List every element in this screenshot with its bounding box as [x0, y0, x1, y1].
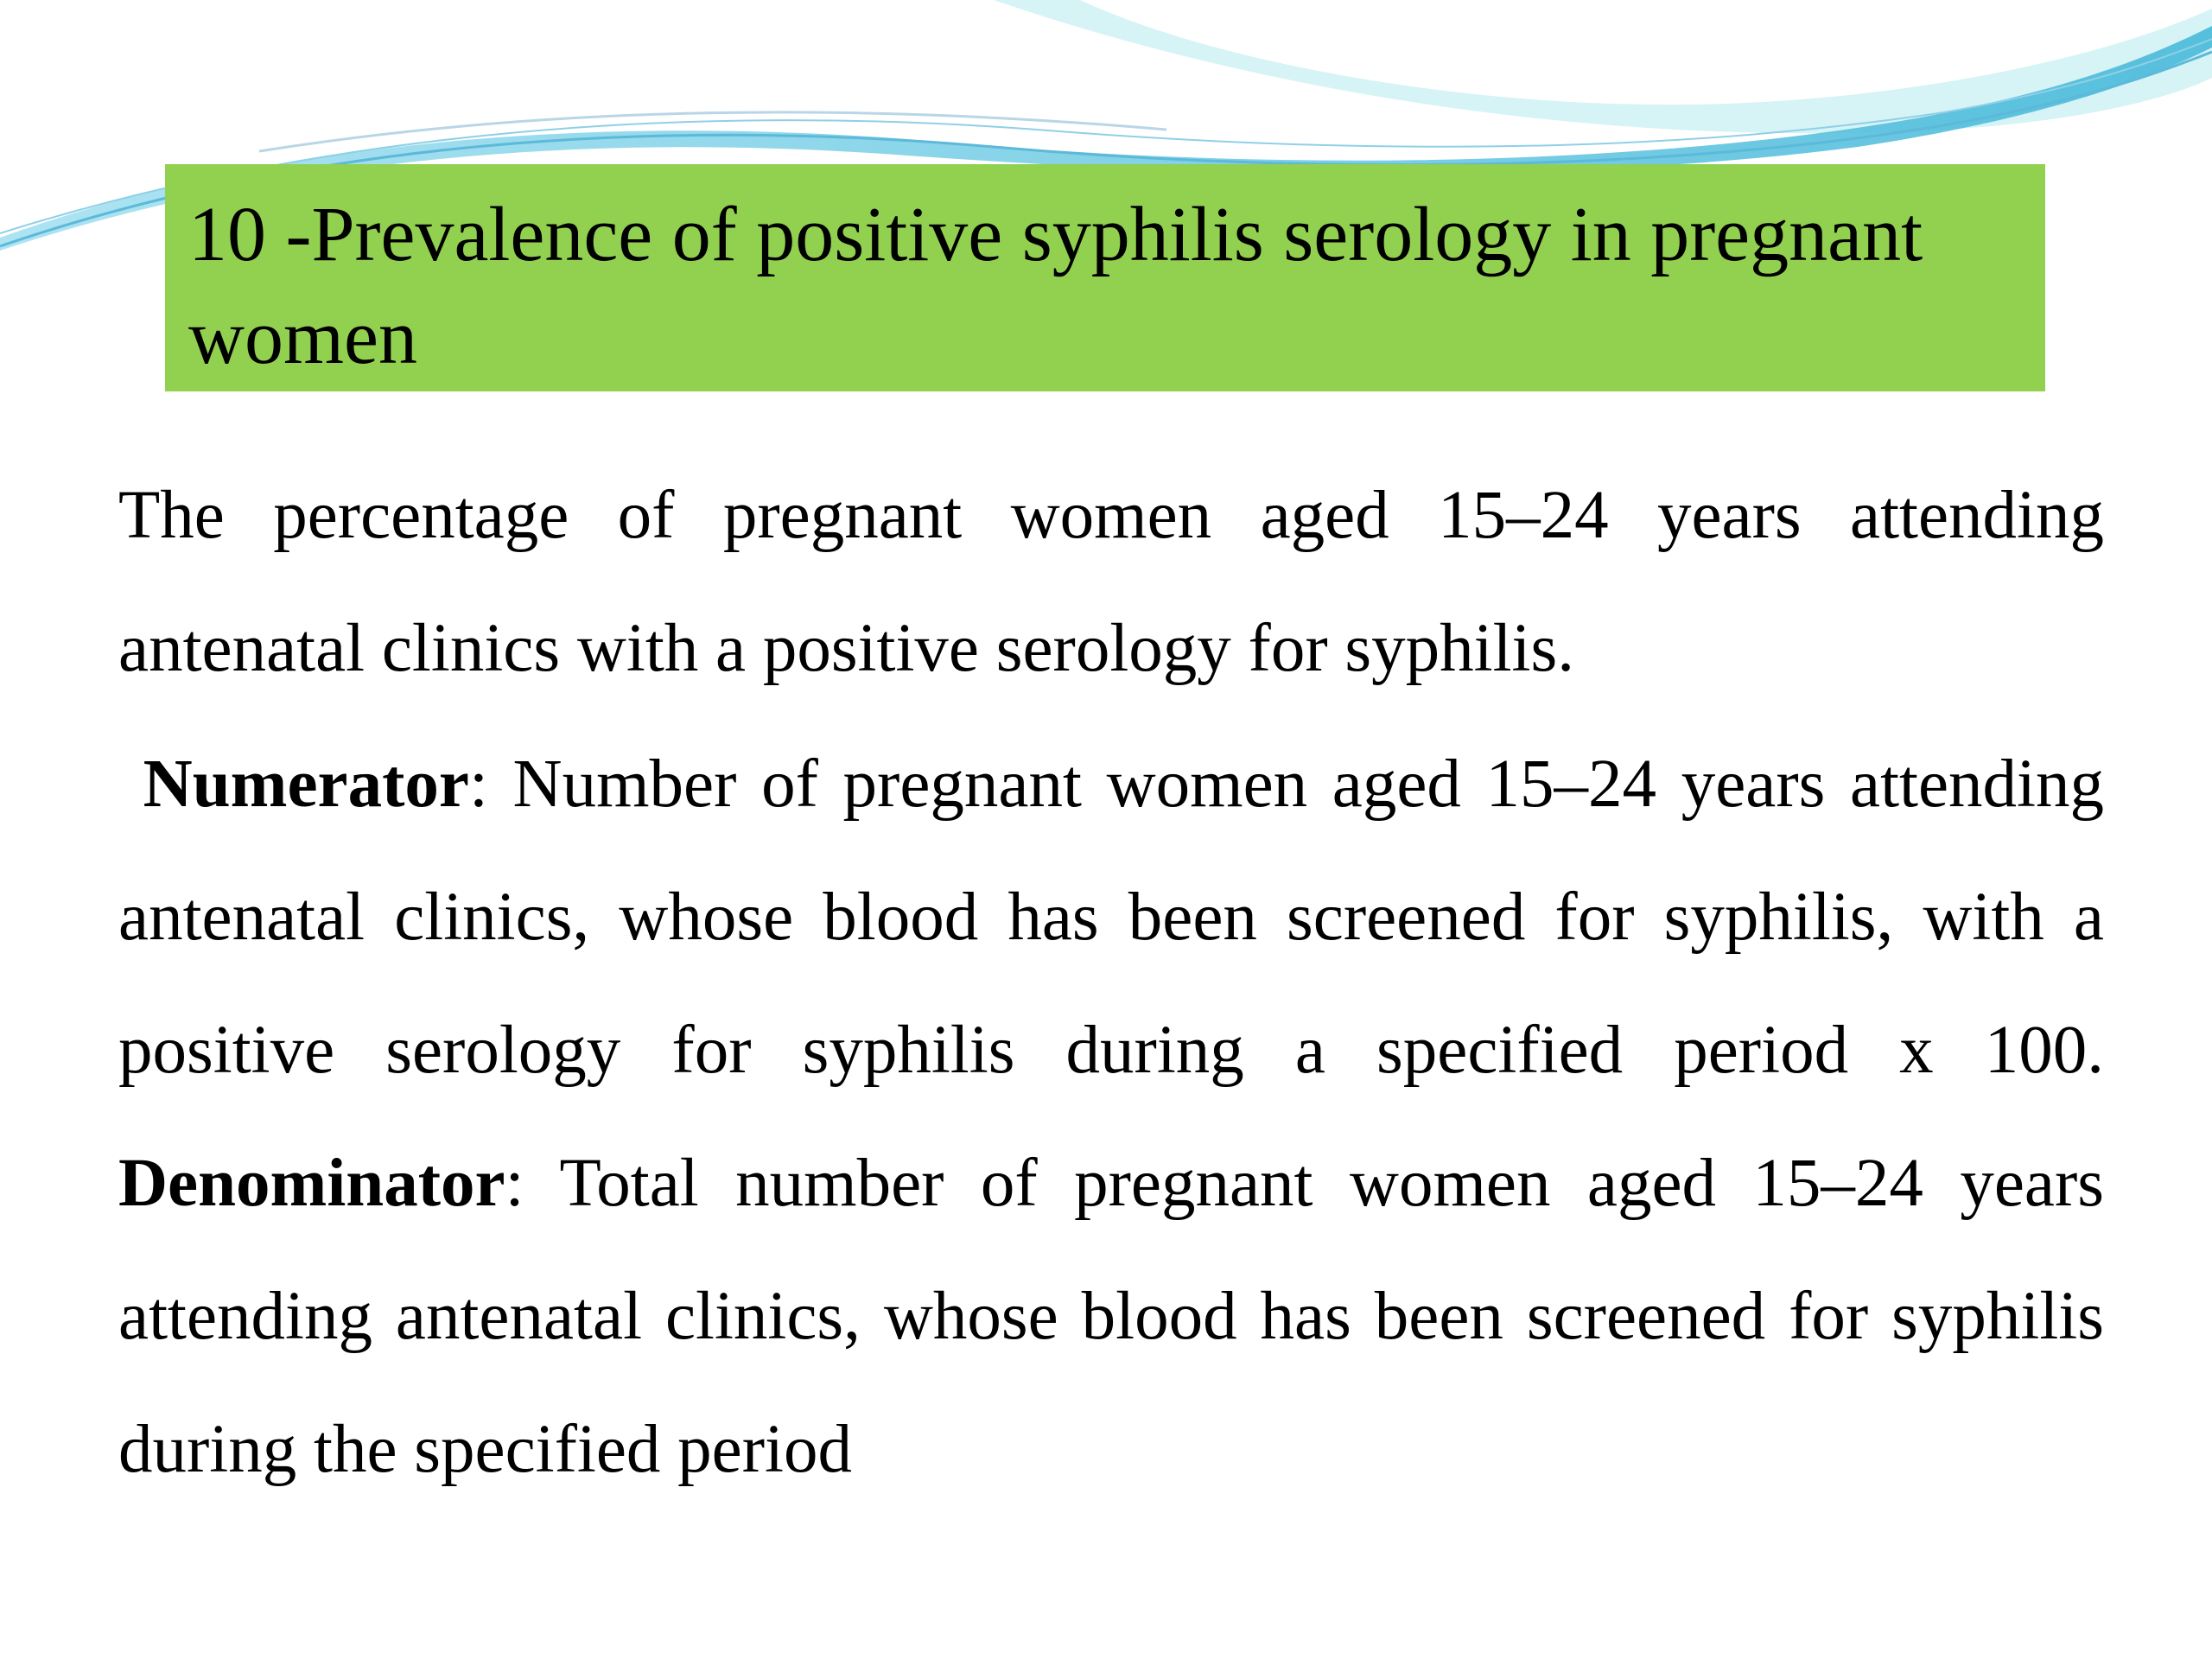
- denominator-label: Denominator: [118, 1146, 505, 1221]
- numerator-text: : Number of pregnant women aged 15–24 years attending antenatal clinics, whose blood has been screened for syphilis, with a positive serology for syphilis during a specified period x 100.: [118, 747, 2105, 1088]
- numerator-label: Numerator: [143, 747, 469, 822]
- slide-title: 10 -Prevalence of positive syphilis serology in pregnant women: [188, 192, 1923, 380]
- definition-paragraph: The percentage of pregnant women aged 15–24 years attending antenatal clinics with a positive serology for syphilis.: [118, 478, 2104, 686]
- formula-paragraph: [118, 718, 2104, 1516]
- denominator-text: : Total number of pregnant women aged 15–24 years attending antenatal clinics, whose blood has been screened for syphilis during the specified period: [118, 1146, 2104, 1487]
- slide-body: [118, 449, 2104, 1516]
- title-banner: [165, 164, 2045, 391]
